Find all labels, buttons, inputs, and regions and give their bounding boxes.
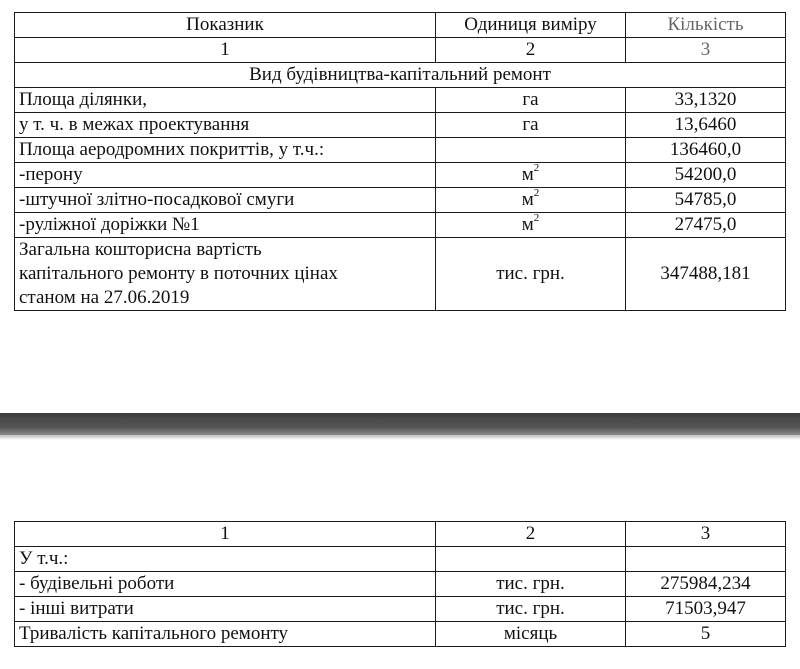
row-indicator: Площа ділянки,: [15, 88, 436, 113]
row-unit: [436, 547, 626, 572]
page-divider: [0, 413, 800, 435]
page-divider-shadow: [0, 435, 800, 440]
table-row: [15, 597, 786, 622]
cost-unit: тис. грн.: [436, 238, 626, 311]
row-value: 33,1320: [626, 88, 786, 113]
section-title: Вид будівництва-капітальний ремонт: [15, 63, 786, 88]
row-unit: [436, 138, 626, 163]
table-row: [15, 163, 786, 188]
row-indicator: -штучної злітно-посадкової смуги: [15, 188, 436, 213]
unit-superscript: 2: [533, 162, 540, 174]
table-row: [15, 113, 786, 138]
col-number-2: 2: [436, 522, 626, 547]
table-header-row: [15, 13, 786, 38]
row-indicator: -руліжної доріжки №1: [15, 213, 436, 238]
header-indicator: Показник: [15, 13, 436, 38]
cost-indicator-line: капітального ремонту в поточних цінах: [19, 263, 338, 284]
col-number-1: 1: [15, 38, 436, 63]
col-number-2: 2: [436, 38, 626, 63]
row-unit: га: [436, 113, 626, 138]
row-value: 54200,0: [626, 163, 786, 188]
col-number-1: 1: [15, 522, 436, 547]
table-row: [15, 213, 786, 238]
cost-indicator-line: Загальна кошторисна вартість: [19, 239, 262, 260]
row-unit: тис. грн.: [436, 572, 626, 597]
row-unit: $м^2$: [436, 163, 626, 188]
row-value: 13,6460: [626, 113, 786, 138]
table-row: [15, 188, 786, 213]
continuation-table: [14, 521, 786, 647]
cost-value: 347488,181: [626, 238, 786, 311]
row-indicator: Площа аеродромних покриттів, у т.ч.:: [15, 138, 436, 163]
row-unit: $м^2$: [436, 213, 626, 238]
row-unit: га: [436, 88, 626, 113]
unit-superscript: 2: [533, 212, 540, 224]
row-value: 5: [626, 622, 786, 647]
col-number-3: 3: [626, 522, 786, 547]
row-unit: тис. грн.: [436, 597, 626, 622]
row-unit: місяць: [436, 622, 626, 647]
table-row: [15, 572, 786, 597]
column-number-row: [15, 522, 786, 547]
row-value: 136460,0: [626, 138, 786, 163]
cost-row: [15, 238, 786, 311]
table-row: [15, 622, 786, 647]
column-number-row: [15, 38, 786, 63]
col-number-3: 3: [626, 38, 786, 63]
row-indicator: у т. ч. в межах проектування: [15, 113, 436, 138]
row-value: 27475,0: [626, 213, 786, 238]
header-quantity: Кількість: [626, 13, 786, 38]
cost-indicator: [15, 238, 436, 311]
indicators-table: [14, 12, 786, 311]
table-row: [15, 138, 786, 163]
row-unit: $м^2$: [436, 188, 626, 213]
row-value: [626, 547, 786, 572]
row-value: 275984,234: [626, 572, 786, 597]
row-value: 71503,947: [626, 597, 786, 622]
table-row: [15, 547, 786, 572]
table-row: [15, 88, 786, 113]
row-indicator: - інші витрати: [15, 597, 436, 622]
unit-superscript: 2: [533, 187, 540, 199]
section-title-row: [15, 63, 786, 88]
row-value: 54785,0: [626, 188, 786, 213]
cost-indicator-line: станом на 27.06.2019: [19, 287, 190, 308]
header-unit: Одиниця виміру: [436, 13, 626, 38]
row-indicator: Тривалість капітального ремонту: [15, 622, 436, 647]
row-indicator: У т.ч.:: [15, 547, 436, 572]
row-indicator: - будівельні роботи: [15, 572, 436, 597]
row-indicator: -перону: [15, 163, 436, 188]
